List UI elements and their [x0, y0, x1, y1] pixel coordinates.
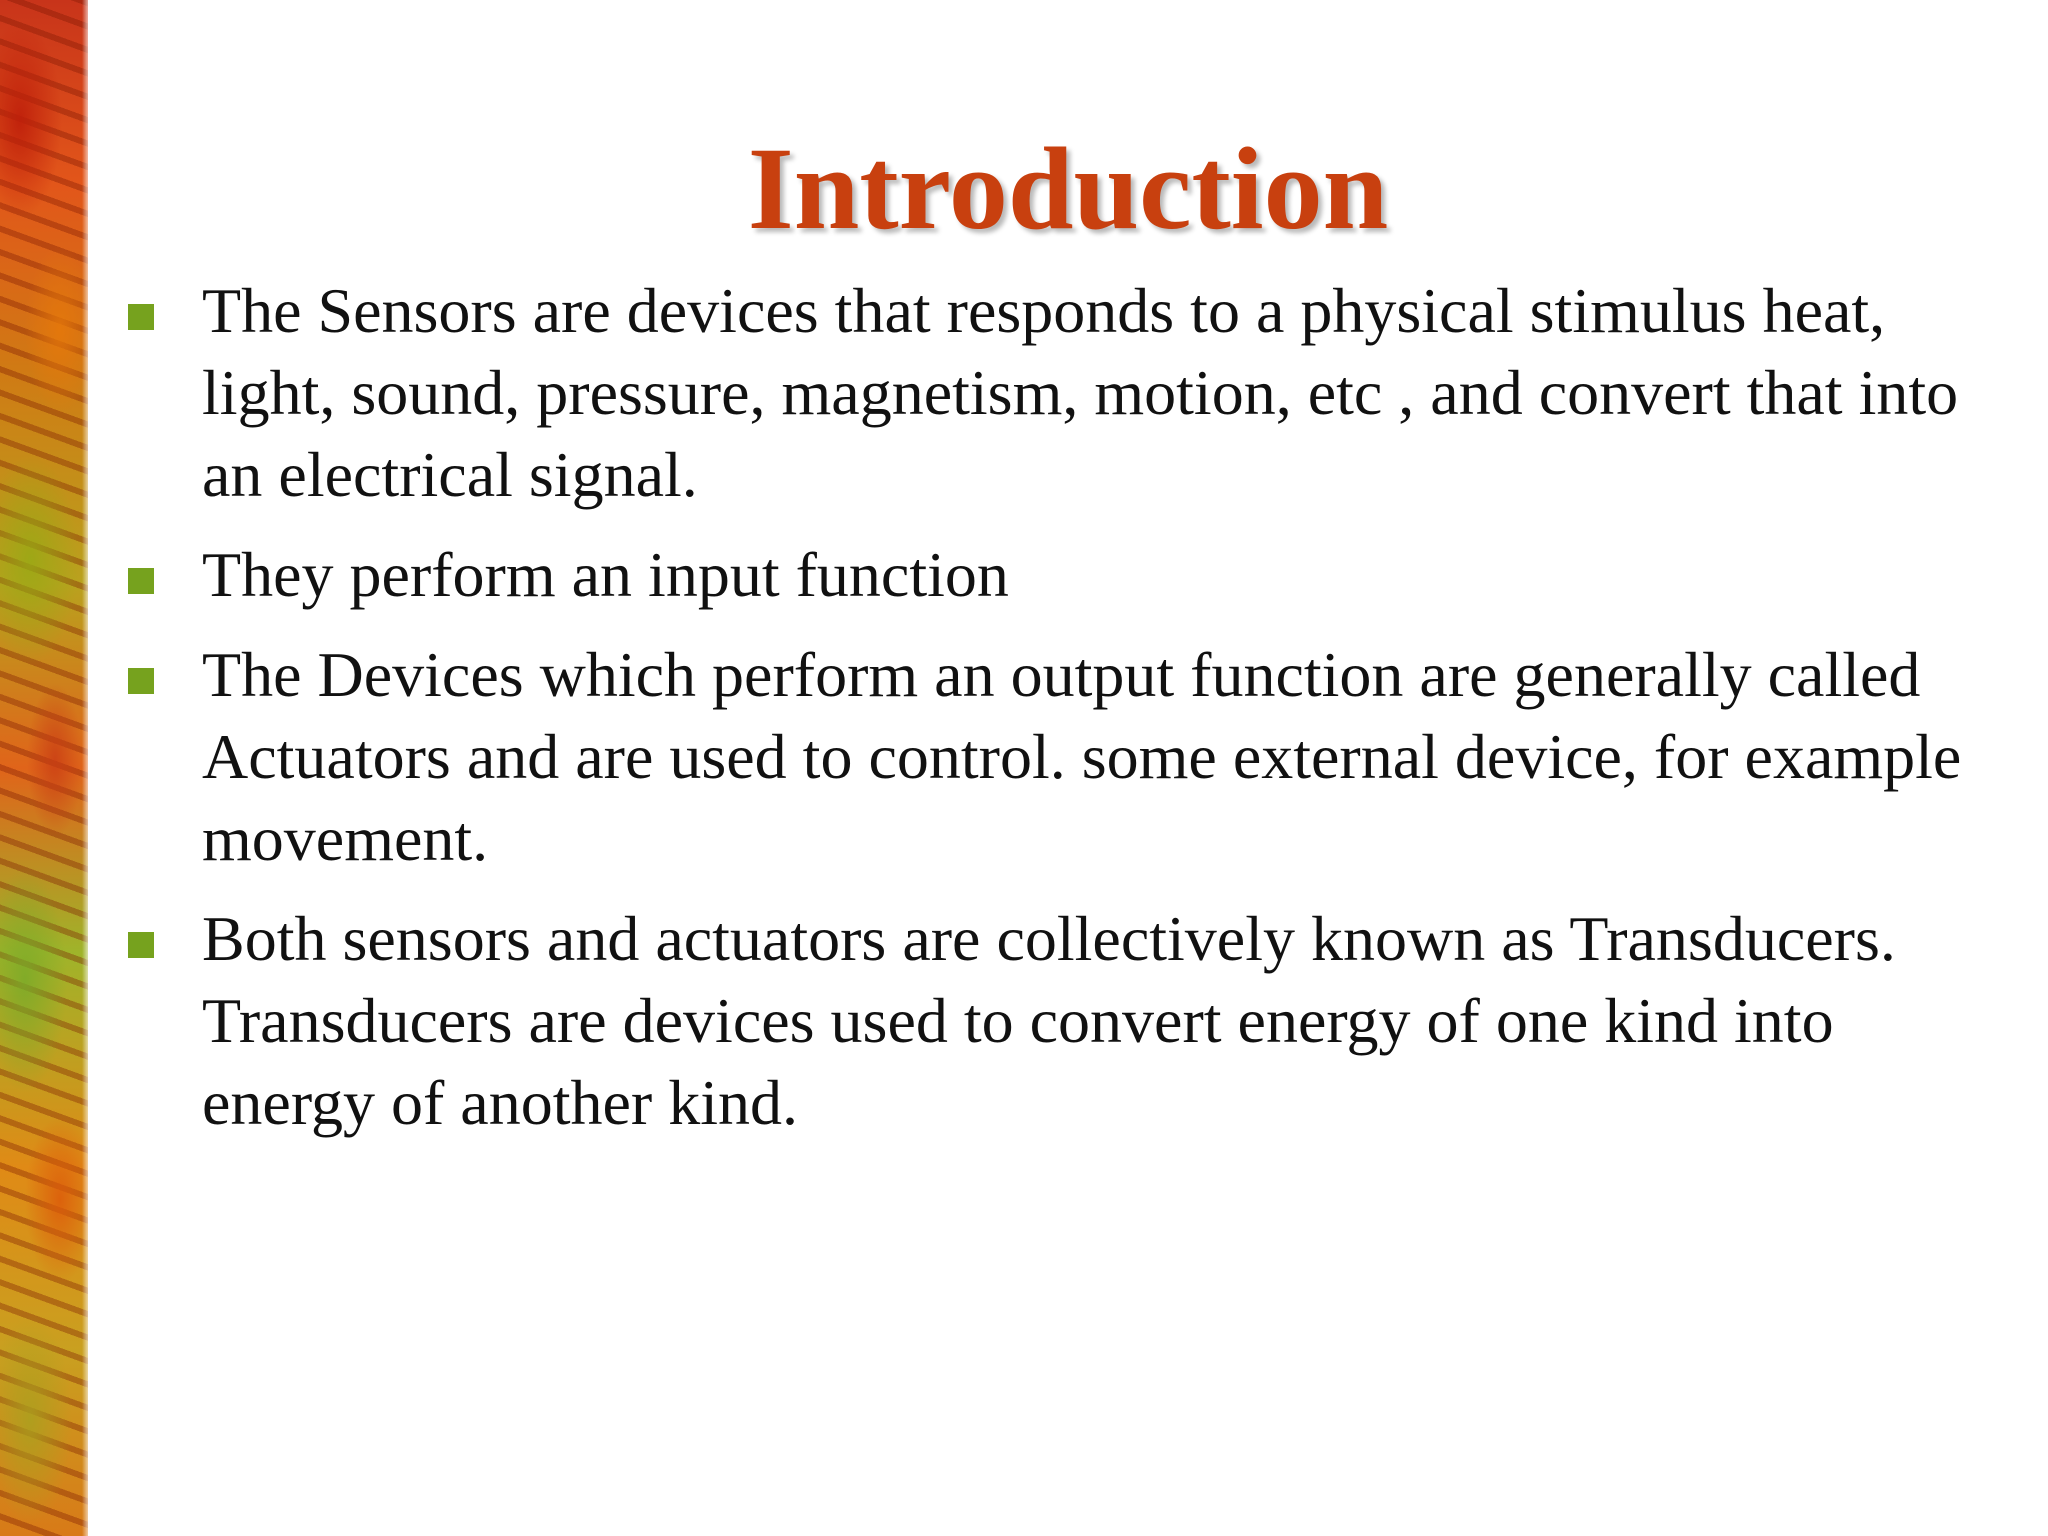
square-bullet-icon [128, 668, 154, 694]
bullet-text: The Devices which perform an output function are generally called Actuators and are used to control. some external device, for example movement. [202, 639, 1962, 874]
square-bullet-icon [128, 568, 154, 594]
square-bullet-icon [128, 304, 154, 330]
slide-title: Introduction [747, 123, 1389, 254]
bullet-list [120, 270, 1980, 1162]
bullet-text: Both sensors and actuators are collectively known as Transducers. Transducers are devices used to convert energy of one kind into energy of another kind. [202, 903, 1896, 1138]
bullet-item-input-function [120, 534, 1980, 616]
decorative-side-strip [0, 0, 88, 1536]
bullet-text: They perform an input function [202, 539, 1009, 610]
bullet-text: The Sensors are devices that responds to a physical stimulus heat, light, sound, pressure, magnetism, motion, etc , and convert that into an electrical signal. [202, 275, 1959, 510]
bullet-item-sensors [120, 270, 1980, 516]
bullet-item-transducers [120, 898, 1980, 1144]
bullet-item-actuators [120, 634, 1980, 880]
square-bullet-icon [128, 932, 154, 958]
